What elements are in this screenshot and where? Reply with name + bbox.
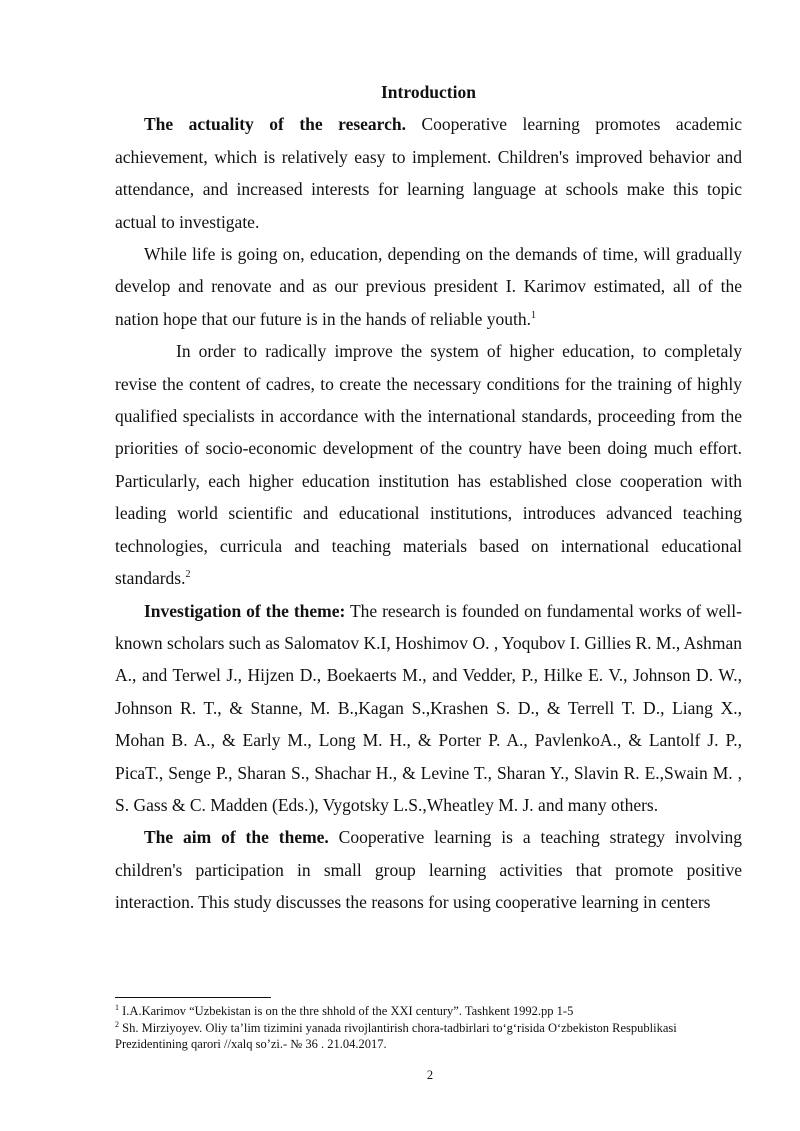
section-title: Introduction — [381, 82, 476, 102]
page-number: 2 — [426, 1068, 434, 1082]
paragraph-text: While life is going on, education, depending on the demands of time, will gradually develop and renovate and as our previous president I. Karimov estimated, all of the nation hope that our future is in the hands of reliable youth. — [115, 244, 742, 329]
paragraph-lead: The aim of the theme. — [144, 827, 329, 848]
paragraph-text: Cooperative learning is a teaching strategy involving children's participation in small group learning activities that promote positive interaction. This study discusses the reasons for using cooperative learning in centers — [115, 827, 742, 913]
footnote-ref-1[interactable]: 1 — [531, 310, 537, 322]
paragraph-actuality — [115, 108, 742, 238]
footnotes — [115, 1003, 742, 1053]
body-text — [115, 76, 742, 919]
paragraph-text: The research is founded on fundamental works of well-known scholars such as Salomatov K.I, Hoshimov O. , Yoqubov I. Gillies R. M., Ashman A., and Terwel J., Hijzen D., Boekaerts M., and Vedder, P., Hilke E. V., Johnson D. W., Johnson R. T., & Stanne, M. B.,Kagan S.,Krashen S. D., & Terrell T. D., Liang X., Mohan B. A., & Early M., Long M. H., & Porter P. A., PavlenkoA., & Lantolf J. P., PicaT., Senge P., Sharan S., Shachar H., & Levine T., Sharan Y., Slavin R. E.,Swain M. , S. Gass & C. Madden (Eds.), Vygotsky L.S.,Wheatley M. J. and many others. — [115, 600, 742, 815]
paragraph-reform — [115, 335, 742, 594]
footnote-divider — [115, 997, 271, 998]
footnote-1 — [115, 1003, 742, 1020]
paragraph-lead: The actuality of the research. — [144, 114, 407, 135]
paragraph-text: Cooperative learning promotes academic achievement, which is relatively easy to implement. Children's improved behavior and attendance, and increased interests for learning language at schools make this topic actual to investigate. — [115, 114, 742, 232]
footnote-text: Sh. Mirziyoyev. Oliy ta’lim tizimini yanada rivojlantirish chora-tadbirlari to‘g‘risida O‘zbekiston Respublikasi Prezidentining qarori //xalq so’zi.- № 36 . 21.04.2017. — [115, 1020, 677, 1051]
paragraph-investigation — [115, 595, 742, 822]
paragraph-lead: Investigation of the theme: — [144, 600, 346, 621]
footnote-2 — [115, 1020, 742, 1053]
footnote-ref-2[interactable]: 2 — [185, 569, 191, 581]
footnote-text: I.A.Karimov “Uzbekistan is on the thre shhold of the XXI century”. Tashkent 1992.pp 1-5 — [119, 1004, 574, 1018]
paragraph-text: In order to radically improve the system of higher education, to completaly revise the content of cadres, to create the necessary conditions for the training of highly qualified specialists in accordance with the international standards, proceeding from the priorities of socio-economic development of the country have been doing much effort. Particularly, each higher education institution has established close cooperation with leading world scientific and educational institutions, introduces advanced teaching technologies, curricula and teaching materials based on international educational standards. — [115, 341, 742, 589]
footnote-number: 1 — [115, 1002, 119, 1012]
paragraph-aim — [115, 821, 742, 918]
paragraph-education — [115, 238, 742, 335]
footnote-number: 2 — [115, 1019, 119, 1029]
